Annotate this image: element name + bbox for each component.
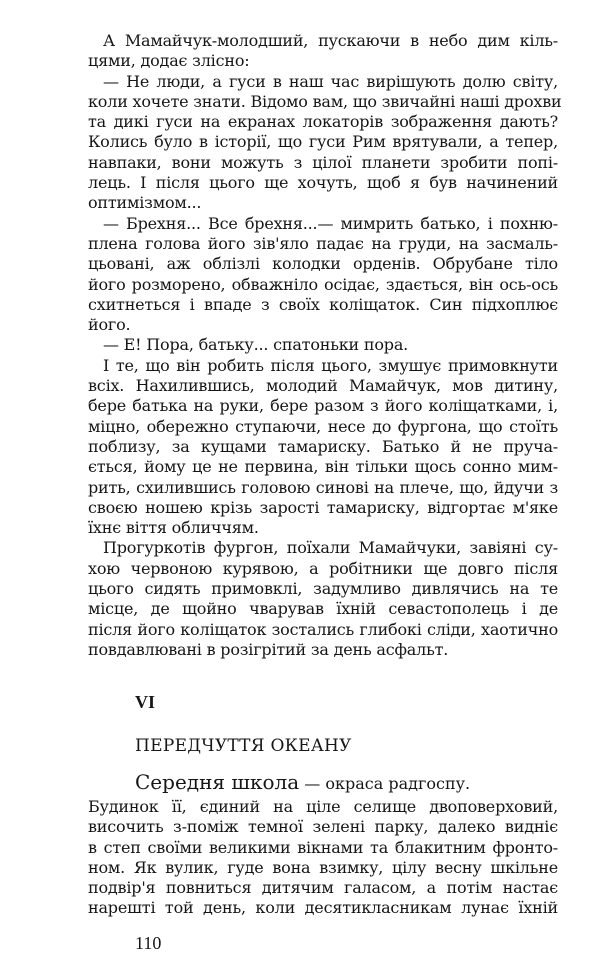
text-line: плена голова його зів'яло падає на груди, на засмаль- (88, 233, 558, 253)
text-line: всіх. Нахилившись, молодий Мамайчук, мов дитину, (88, 376, 558, 396)
text-line: та дикі гуси на екранах локаторів зображення дають? (88, 112, 558, 132)
text-line: — Е! Пора, батьку... спатоньки пора. (103, 335, 409, 355)
text-line: рить, схилившись головою синові на плече, що, йдучи з (88, 477, 558, 497)
text-line: лець. І після цього ще хочуть, щоб я був начинений (88, 173, 558, 193)
text-line: бере батька на руки, бере разом з його коліщатками, і, (88, 396, 558, 416)
text-line: повдавлювані в розігрітий за день асфальт. (88, 639, 449, 659)
text-line: височить з-поміж темної зелені парку, далеко видніє (88, 817, 558, 837)
text-line: ється, йому це не первина, він тільки щось сонно мим- (88, 457, 558, 477)
page-number: 110 (135, 933, 162, 953)
text-line: подвір'я повниться дитячим галасом, а потім настає (88, 878, 558, 898)
text-line: А Мамайчук-молодший, пускаючи в небо дим кіль- (103, 31, 558, 50)
text-line: коли хочете знати. Відомо вам, що звичайні наші дрохви (88, 91, 562, 111)
text-line: І те, що він робить після цього, змушує примовкнути (103, 355, 558, 375)
text-line: хою червоною курявою, а робітники ще довго після (88, 558, 558, 578)
text-line: поблизу, за кущами тамариску. Батько й не пруча- (88, 436, 558, 456)
text-line: після його коліщаток зостались глибокі сліди, хаотично (88, 619, 558, 639)
text-line: Будинок її, єдиний на ціле селище двоповерховий, (88, 797, 558, 816)
text-line: своєю ношею крізь зарості тамариску, відгортає м'яке (88, 497, 558, 517)
text-line: цього сидять примовклі, задумливо дивлячись на те (88, 579, 558, 599)
text-line: його. (88, 315, 131, 335)
text-line: ном. Як вулик, гуде вона взимку, цілу весну шкільне (88, 857, 558, 877)
chapter-title: ПЕРЕДЧУТТЯ ОКЕАНУ (135, 736, 352, 756)
text-line: навпаки, вони можуть з цілої планети зробити попі- (88, 152, 558, 172)
text-line: нарешті той день, коли десятикласникам лунає їхній (88, 898, 558, 918)
text-line: — Брехня... Все брехня...— мимрить батько, і похню- (103, 213, 558, 233)
chapter-number: VI (135, 692, 156, 712)
opening-rest: — окраса радгоспу. (299, 774, 471, 793)
text-line: в степ своїми великими вікнами та блакитним фронто- (88, 837, 558, 857)
text-line: схитнеться і впаде з своїх коліщаток. Син підхоплює (88, 294, 558, 314)
chapter-opening-line (135, 770, 470, 794)
text-line: цьовані, аж облізлі колодки орденів. Обрубане тіло (88, 254, 558, 274)
text-line: Колись було в історії, що гуси Рим врятували, а тепер, (88, 132, 558, 152)
text-line: їхнє віття обличчям. (88, 518, 259, 538)
text-line: міцно, обережно ступаючи, несе до фургона, що стоїть (88, 416, 558, 436)
chapter-text (88, 797, 558, 919)
text-line: його розморено, обважніло осідає, здається, він ось-ось (88, 274, 558, 294)
text-line: — Не люди, а гуси в наш час вирішують долю світу, (103, 71, 558, 91)
text-line: оптимізмом... (88, 193, 202, 213)
text-line: Прогуркотів фургон, поїхали Мамайчуки, завіяні су- (103, 538, 558, 558)
body-text (88, 31, 562, 660)
text-line: місце, де щойно чварував їхній севастополець і де (88, 599, 558, 619)
text-line: цями, додає злісно: (88, 51, 250, 71)
opening-lead: Середня школа (135, 770, 300, 794)
